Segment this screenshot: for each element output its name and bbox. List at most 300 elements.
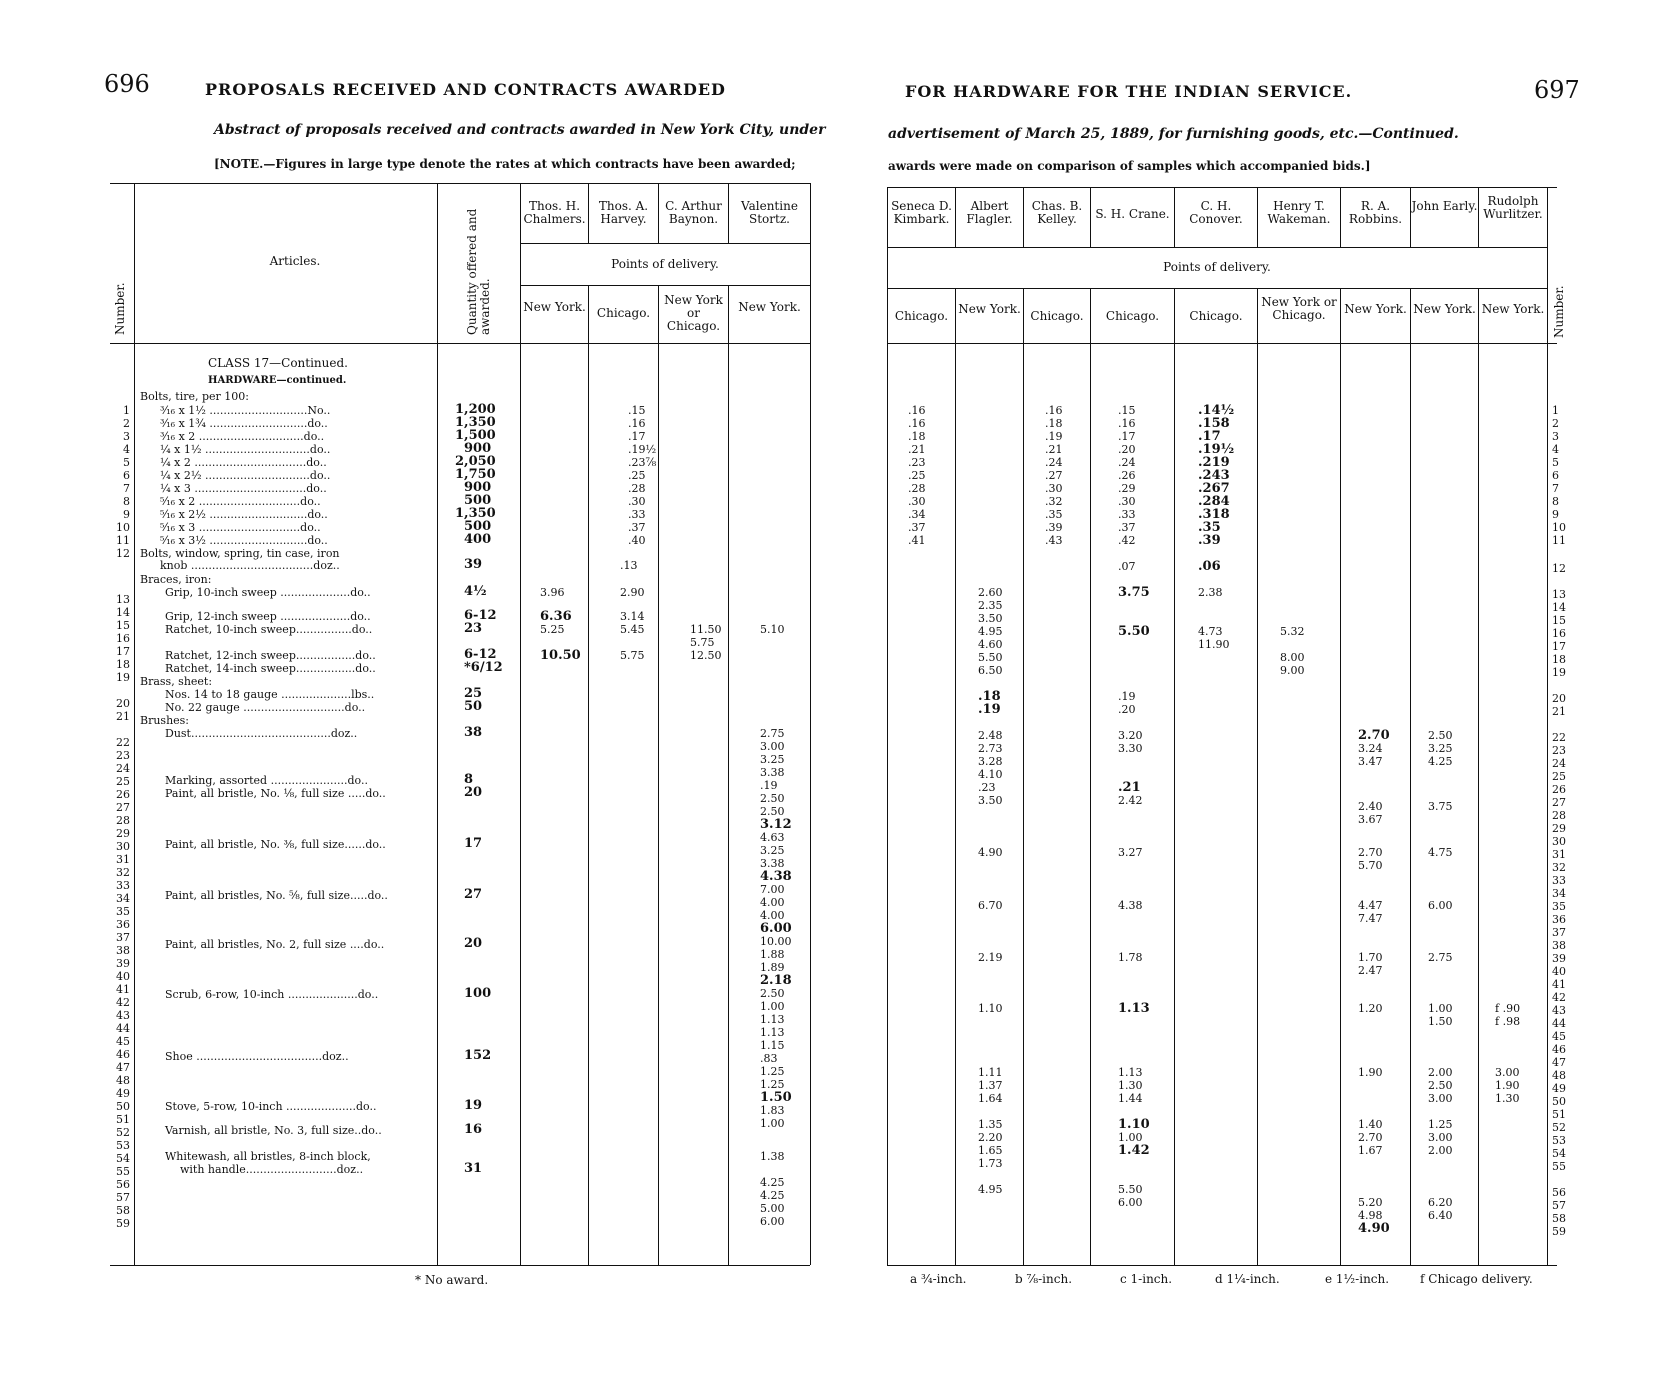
- baynon-price: 11.50: [690, 623, 722, 636]
- quantity: 17: [464, 836, 483, 851]
- row-number: 47: [1552, 1056, 1566, 1069]
- article-name: ⁵⁄₁₆ x 3½ ............................do..: [160, 534, 328, 547]
- robbins-price: 3.67: [1358, 813, 1383, 826]
- quantity: 1,500: [455, 428, 496, 443]
- article-name: ¼ x 2 ................................do..: [160, 456, 327, 469]
- crane-price: 4.38: [1118, 899, 1143, 912]
- stortz-price: 4.63: [760, 831, 785, 844]
- row-number: 18: [116, 658, 130, 671]
- row-number: 39: [1552, 952, 1566, 965]
- article-name: Grip, 12-inch sweep ....................do..: [165, 610, 371, 623]
- row-number: 52: [116, 1126, 130, 1139]
- row-number: 45: [1552, 1030, 1566, 1043]
- quantity: 400: [464, 532, 492, 547]
- row-number: 43: [116, 1009, 130, 1022]
- crane-price: .15: [1118, 404, 1136, 417]
- article-name: Ratchet, 14-inch sweep.................do..: [165, 662, 376, 675]
- wurlitzer-price: 3.00: [1495, 1066, 1520, 1079]
- row-number: 41: [1552, 978, 1566, 991]
- crane-price: 6.00: [1118, 1196, 1143, 1209]
- flagler-price: 4.95: [978, 1183, 1003, 1196]
- row-number: 56: [1552, 1186, 1566, 1199]
- robbins-price: 3.47: [1358, 755, 1383, 768]
- row-number: 56: [116, 1178, 130, 1191]
- stortz-price: 2.50: [760, 805, 785, 818]
- harvey-price: .16: [628, 417, 646, 430]
- conover-price: .219: [1198, 455, 1230, 470]
- quantity: 152: [464, 1048, 492, 1063]
- stortz-price: 1.50: [760, 1090, 792, 1105]
- left-number-header: Number.: [113, 282, 127, 335]
- quantity: 25: [464, 686, 483, 701]
- row-number: 14: [1552, 601, 1566, 614]
- article-name: ¼ x 3 ................................do..: [160, 482, 327, 495]
- footnote-a: a ¾-inch.: [910, 1272, 967, 1286]
- article-name: ¼ x 2½ ..............................do..: [160, 469, 331, 482]
- footnote-d: d 1¼-inch.: [1215, 1272, 1280, 1286]
- chalmers-price: 6.36: [540, 609, 572, 624]
- early-price: 3.25: [1428, 742, 1453, 755]
- article-name: Paint, all bristle, No. ⅜, full size......do..: [165, 838, 386, 851]
- footnote-b: b ⅞-inch.: [1015, 1272, 1073, 1286]
- robbins-price: 5.20: [1358, 1196, 1383, 1209]
- wurlitzer-price: f .90: [1495, 1002, 1521, 1015]
- row-number: 19: [1552, 666, 1566, 679]
- kimbark-price: .41: [908, 534, 926, 547]
- crane-price: .29: [1118, 482, 1136, 495]
- article-name: Paint, all bristles, No. 2, full size ....do..: [165, 938, 385, 951]
- row-number: 37: [116, 931, 130, 944]
- row-number: 37: [1552, 926, 1566, 939]
- bidder-baynon: C. Arthur Baynon.: [665, 199, 722, 226]
- quantity: 8: [464, 772, 474, 787]
- row-number: 29: [116, 827, 130, 840]
- row-number: 6: [1552, 469, 1559, 482]
- baynon-price: 5.75: [690, 636, 715, 649]
- early-price: 2.00: [1428, 1066, 1453, 1079]
- early-price: 4.25: [1428, 755, 1453, 768]
- early-price: 6.00: [1428, 899, 1453, 912]
- row-number: 27: [1552, 796, 1566, 809]
- row-number: 28: [1552, 809, 1566, 822]
- row-number: 1: [1552, 404, 1559, 417]
- row-number: 28: [116, 814, 130, 827]
- flagler-price: 2.60: [978, 586, 1003, 599]
- kelley-price: .24: [1045, 456, 1063, 469]
- flagler-price: 4.60: [978, 638, 1003, 651]
- stortz-price: 6.00: [760, 1215, 785, 1228]
- row-number: 3: [1552, 430, 1559, 443]
- harvey-price: .33: [628, 508, 646, 521]
- bidder-conover: C. H. Conover.: [1189, 199, 1243, 226]
- stortz-price: 10.00: [760, 935, 792, 948]
- kimbark-price: .34: [908, 508, 926, 521]
- article-name: No. 22 gauge .............................do..: [165, 701, 366, 714]
- conover-price: .06: [1198, 559, 1221, 574]
- flagler-price: 1.64: [978, 1092, 1003, 1105]
- article-name: ¼ x 1½ ..............................do..: [160, 443, 331, 456]
- conover-price: .284: [1198, 494, 1230, 509]
- conover-price: .17: [1198, 429, 1221, 444]
- delivery-chalmers: New York.: [523, 300, 586, 314]
- row-number: 40: [116, 970, 130, 983]
- quantity: 23: [464, 621, 483, 636]
- row-number: 42: [116, 996, 130, 1009]
- sub-heading: HARDWARE—continued.: [208, 375, 347, 386]
- crane-price: .33: [1118, 508, 1136, 521]
- stortz-price: 2.75: [760, 727, 785, 740]
- delivery-robbins: New York.: [1344, 302, 1407, 316]
- robbins-price: 2.70: [1358, 1131, 1383, 1144]
- crane-price: 1.13: [1118, 1001, 1150, 1016]
- quantity: 6-12: [464, 608, 497, 623]
- row-number: 13: [1552, 588, 1566, 601]
- row-number: 21: [116, 710, 130, 723]
- harvey-price: .30: [628, 495, 646, 508]
- stortz-price: 3.25: [760, 753, 785, 766]
- row-number: 22: [1552, 731, 1566, 744]
- row-number: 8: [1552, 495, 1559, 508]
- row-number: 16: [116, 632, 130, 645]
- row-number: 32: [1552, 861, 1566, 874]
- row-number: 59: [1552, 1225, 1566, 1238]
- flagler-price: 5.50: [978, 651, 1003, 664]
- left-points-of-delivery: Points of delivery.: [611, 257, 719, 271]
- row-number: 20: [116, 697, 130, 710]
- early-price: 4.75: [1428, 846, 1453, 859]
- flagler-price: 4.95: [978, 625, 1003, 638]
- kelley-price: .21: [1045, 443, 1063, 456]
- stortz-price: .83: [760, 1052, 778, 1065]
- row-number: 10: [116, 521, 130, 534]
- wakeman-price: 9.00: [1280, 664, 1305, 677]
- robbins-price: 3.24: [1358, 742, 1383, 755]
- kelley-price: .27: [1045, 469, 1063, 482]
- robbins-price: 4.90: [1358, 1221, 1390, 1236]
- crane-price: .20: [1118, 703, 1136, 716]
- flagler-price: 3.50: [978, 794, 1003, 807]
- row-number: 59: [116, 1217, 130, 1230]
- row-number: 38: [116, 944, 130, 957]
- footnote-c: c 1-inch.: [1120, 1272, 1173, 1286]
- row-number: 9: [1552, 508, 1559, 521]
- row-number: 4: [1552, 443, 1559, 456]
- crane-price: 1.30: [1118, 1079, 1143, 1092]
- row-number: 53: [116, 1139, 130, 1152]
- robbins-price: 2.47: [1358, 964, 1383, 977]
- conover-price: .35: [1198, 520, 1221, 535]
- row-number: 10: [1552, 521, 1566, 534]
- kimbark-price: .16: [908, 404, 926, 417]
- kelley-price: .18: [1045, 417, 1063, 430]
- flagler-price: .18: [978, 689, 1001, 704]
- row-number: 17: [116, 645, 130, 658]
- article-name: Scrub, 6-row, 10-inch ....................do..: [165, 988, 379, 1001]
- row-number: 54: [116, 1152, 130, 1165]
- quantity: *6/12: [464, 660, 503, 675]
- crane-price: .24: [1118, 456, 1136, 469]
- flagler-price: .23: [978, 781, 996, 794]
- row-number: 51: [116, 1113, 130, 1126]
- articles-header: Articles.: [269, 254, 321, 268]
- article-name: Dust........................................doz..: [165, 727, 358, 740]
- stortz-price: 4.00: [760, 896, 785, 909]
- robbins-price: 1.40: [1358, 1118, 1383, 1131]
- flagler-price: 1.37: [978, 1079, 1003, 1092]
- crane-price: .37: [1118, 521, 1136, 534]
- article-name: Bolts, window, spring, tin case, iron: [140, 547, 340, 560]
- row-number: 40: [1552, 965, 1566, 978]
- row-number: 16: [1552, 627, 1566, 640]
- kimbark-price: .23: [908, 456, 926, 469]
- row-number: 17: [1552, 640, 1566, 653]
- article-name: Grip, 10-inch sweep ....................do..: [165, 586, 371, 599]
- row-number: 7: [123, 482, 130, 495]
- row-number: 18: [1552, 653, 1566, 666]
- early-price: 6.20: [1428, 1196, 1453, 1209]
- stortz-price: 3.38: [760, 857, 785, 870]
- crane-price: .07: [1118, 560, 1136, 573]
- row-number: 11: [116, 534, 130, 547]
- row-number: 26: [116, 788, 130, 801]
- robbins-price: 1.67: [1358, 1144, 1383, 1157]
- crane-price: 3.27: [1118, 846, 1143, 859]
- early-price: 2.00: [1428, 1144, 1453, 1157]
- crane-price: .42: [1118, 534, 1136, 547]
- row-number: 33: [116, 879, 130, 892]
- delivery-wurlitzer: New York.: [1481, 302, 1545, 316]
- bidder-early: John Early.: [1411, 199, 1478, 213]
- delivery-harvey: Chicago.: [596, 306, 651, 320]
- conover-price: .158: [1198, 416, 1230, 431]
- quantity: 4½: [464, 584, 487, 599]
- row-number: 41: [116, 983, 130, 996]
- row-number: 7: [1552, 482, 1559, 495]
- flagler-price: 3.50: [978, 612, 1003, 625]
- row-number: 58: [116, 1204, 130, 1217]
- row-number: 24: [1552, 757, 1566, 770]
- row-number: 34: [1552, 887, 1566, 900]
- conover-price: 4.73: [1198, 625, 1223, 638]
- chalmers-price: 3.96: [540, 586, 565, 599]
- robbins-price: 2.70: [1358, 846, 1383, 859]
- row-number: 36: [116, 918, 130, 931]
- row-number: 50: [116, 1100, 130, 1113]
- flagler-price: 2.48: [978, 729, 1003, 742]
- conover-price: .19½: [1198, 442, 1235, 457]
- row-number: 22: [116, 736, 130, 749]
- row-number: 1: [123, 404, 130, 417]
- quantity: 900: [464, 441, 492, 456]
- article-name: Paint, all bristles, No. ⅝, full size.....do..: [165, 889, 388, 902]
- article-name: Brushes:: [140, 714, 190, 727]
- article-name: ⁵⁄₁₆ x 3 .............................do..: [160, 521, 321, 534]
- left-footnote: * No award.: [415, 1273, 489, 1287]
- kelley-price: .16: [1045, 404, 1063, 417]
- delivery-baynon: New York or Chicago.: [664, 293, 723, 333]
- article-name: ³⁄₁₆ x 2 ..............................do..: [160, 430, 325, 443]
- crane-price: 3.20: [1118, 729, 1143, 742]
- stortz-price: 1.00: [760, 1117, 785, 1130]
- crane-price: 5.50: [1118, 1183, 1143, 1196]
- crane-price: 1.10: [1118, 1117, 1150, 1132]
- flagler-price: .19: [978, 702, 1001, 717]
- article-name: Marking, assorted ......................do..: [165, 774, 368, 787]
- row-number: 3: [123, 430, 130, 443]
- right-running-head: FOR HARDWARE FOR THE INDIAN SERVICE.: [905, 82, 1353, 101]
- article-name: Nos. 14 to 18 gauge ....................lbs..: [165, 688, 375, 701]
- delivery-early: New York.: [1413, 302, 1476, 316]
- crane-price: .19: [1118, 690, 1136, 703]
- crane-price: .17: [1118, 430, 1136, 443]
- bidder-wakeman: Henry T. Wakeman.: [1267, 199, 1331, 226]
- harvey-price: 5.45: [620, 623, 645, 636]
- row-number: 54: [1552, 1147, 1566, 1160]
- flagler-price: 4.10: [978, 768, 1003, 781]
- row-number: 33: [1552, 874, 1566, 887]
- row-number: 49: [1552, 1082, 1566, 1095]
- quantity: 39: [464, 557, 483, 572]
- row-number: 21: [1552, 705, 1566, 718]
- crane-price: 3.30: [1118, 742, 1143, 755]
- quantity: 16: [464, 1122, 483, 1137]
- harvey-price: 3.14: [620, 610, 645, 623]
- article-name: ³⁄₁₆ x 1¾ ............................do..: [160, 417, 328, 430]
- right-number-header: Number.: [1552, 285, 1566, 338]
- row-number: 30: [1552, 835, 1566, 848]
- robbins-price: 4.98: [1358, 1209, 1383, 1222]
- quantity: 500: [464, 493, 492, 508]
- crane-price: 5.50: [1118, 624, 1150, 639]
- left-subtitle: Abstract of proposals received and contracts awarded in New York City, under: [214, 122, 826, 138]
- footnote-e: e 1½-inch.: [1325, 1272, 1390, 1286]
- row-number: 46: [1552, 1043, 1566, 1056]
- stortz-price: 1.89: [760, 961, 785, 974]
- right-subtitle: advertisement of March 25, 1889, for furnishing goods, etc.—Continued.: [888, 126, 1459, 142]
- article-name: Stove, 5-row, 10-inch ....................do..: [165, 1100, 377, 1113]
- quantity: 20: [464, 785, 483, 800]
- article-name: with handle..........................doz..: [180, 1163, 364, 1176]
- stortz-price: 2.50: [760, 987, 785, 1000]
- row-number: 29: [1552, 822, 1566, 835]
- row-number: 12: [1552, 562, 1566, 575]
- article-name: Whitewash, all bristles, 8-inch block,: [165, 1150, 371, 1163]
- delivery-crane: Chicago.: [1105, 309, 1160, 323]
- row-number: 55: [1552, 1160, 1566, 1173]
- row-number: 15: [1552, 614, 1566, 627]
- row-number: 49: [116, 1087, 130, 1100]
- bidder-stortz: Valentine Stortz.: [741, 199, 798, 226]
- kelley-price: .35: [1045, 508, 1063, 521]
- early-price: 1.00: [1428, 1002, 1453, 1015]
- row-number: 31: [1552, 848, 1566, 861]
- row-number: 44: [116, 1022, 130, 1035]
- bidder-robbins: R. A. Robbins.: [1348, 199, 1403, 226]
- chalmers-price: 5.25: [540, 623, 565, 636]
- robbins-price: 2.40: [1358, 800, 1383, 813]
- conover-price: 11.90: [1198, 638, 1230, 651]
- row-number: 14: [116, 606, 130, 619]
- row-number: 52: [1552, 1121, 1566, 1134]
- harvey-price: .23⅞: [628, 456, 657, 469]
- bidder-flagler: Albert Flagler.: [966, 199, 1013, 226]
- kelley-price: .32: [1045, 495, 1063, 508]
- early-price: 2.50: [1428, 1079, 1453, 1092]
- row-number: 36: [1552, 913, 1566, 926]
- harvey-price: .37: [628, 521, 646, 534]
- harvey-price: 2.90: [620, 586, 645, 599]
- row-number: 45: [116, 1035, 130, 1048]
- row-number: 5: [1552, 456, 1559, 469]
- article-name: Ratchet, 10-inch sweep................do..: [165, 623, 373, 636]
- row-number: 2: [1552, 417, 1559, 430]
- row-number: 48: [116, 1074, 130, 1087]
- delivery-flagler: New York.: [958, 302, 1021, 316]
- stortz-price: 2.18: [760, 973, 792, 988]
- flagler-price: 1.73: [978, 1157, 1003, 1170]
- crane-price: .16: [1118, 417, 1136, 430]
- robbins-price: 4.47: [1358, 899, 1383, 912]
- early-price: 6.40: [1428, 1209, 1453, 1222]
- kimbark-price: .21: [908, 443, 926, 456]
- left-running-head: PROPOSALS RECEIVED AND CONTRACTS AWARDED: [205, 80, 726, 99]
- footnote-f: f Chicago delivery.: [1420, 1272, 1533, 1286]
- stortz-price: 1.83: [760, 1104, 785, 1117]
- flagler-price: 3.28: [978, 755, 1003, 768]
- conover-price: .243: [1198, 468, 1230, 483]
- bidder-harvey: Thos. A. Harvey.: [598, 199, 649, 226]
- row-number: 44: [1552, 1017, 1566, 1030]
- row-number: 24: [116, 762, 130, 775]
- row-number: 30: [116, 840, 130, 853]
- right-points-of-delivery: Points of delivery.: [1163, 260, 1271, 274]
- stortz-price: .19: [760, 779, 778, 792]
- early-price: 2.75: [1428, 951, 1453, 964]
- row-number: 26: [1552, 783, 1566, 796]
- early-price: 1.25: [1428, 1118, 1453, 1131]
- stortz-price: 3.38: [760, 766, 785, 779]
- article-name: ³⁄₁₆ x 1½ ............................No..: [160, 404, 331, 417]
- row-number: 48: [1552, 1069, 1566, 1082]
- stortz-price: 7.00: [760, 883, 785, 896]
- flagler-price: 2.19: [978, 951, 1003, 964]
- row-number: 19: [116, 671, 130, 684]
- right-note: awards were made on comparison of samples which accompanied bids.]: [888, 159, 1371, 173]
- robbins-price: 1.70: [1358, 951, 1383, 964]
- row-number: 23: [116, 749, 130, 762]
- stortz-price: 1.13: [760, 1013, 785, 1026]
- row-number: 12: [116, 547, 130, 560]
- row-number: 43: [1552, 1004, 1566, 1017]
- row-number: 35: [1552, 900, 1566, 913]
- article-name: Bolts, tire, per 100:: [140, 390, 249, 403]
- harvey-price: .28: [628, 482, 646, 495]
- harvey-price: .13: [620, 559, 638, 572]
- chalmers-price: 10.50: [540, 648, 581, 663]
- wakeman-price: 8.00: [1280, 651, 1305, 664]
- flagler-price: 6.50: [978, 664, 1003, 677]
- kimbark-price: .28: [908, 482, 926, 495]
- delivery-stortz: New York.: [738, 300, 801, 314]
- stortz-price: 3.25: [760, 844, 785, 857]
- stortz-price: 5.10: [760, 623, 785, 636]
- flagler-price: 2.35: [978, 599, 1003, 612]
- row-number: 47: [116, 1061, 130, 1074]
- harvey-price: 5.75: [620, 649, 645, 662]
- row-number: 34: [116, 892, 130, 905]
- wurlitzer-price: f .98: [1495, 1015, 1521, 1028]
- quantity: 27: [464, 887, 483, 902]
